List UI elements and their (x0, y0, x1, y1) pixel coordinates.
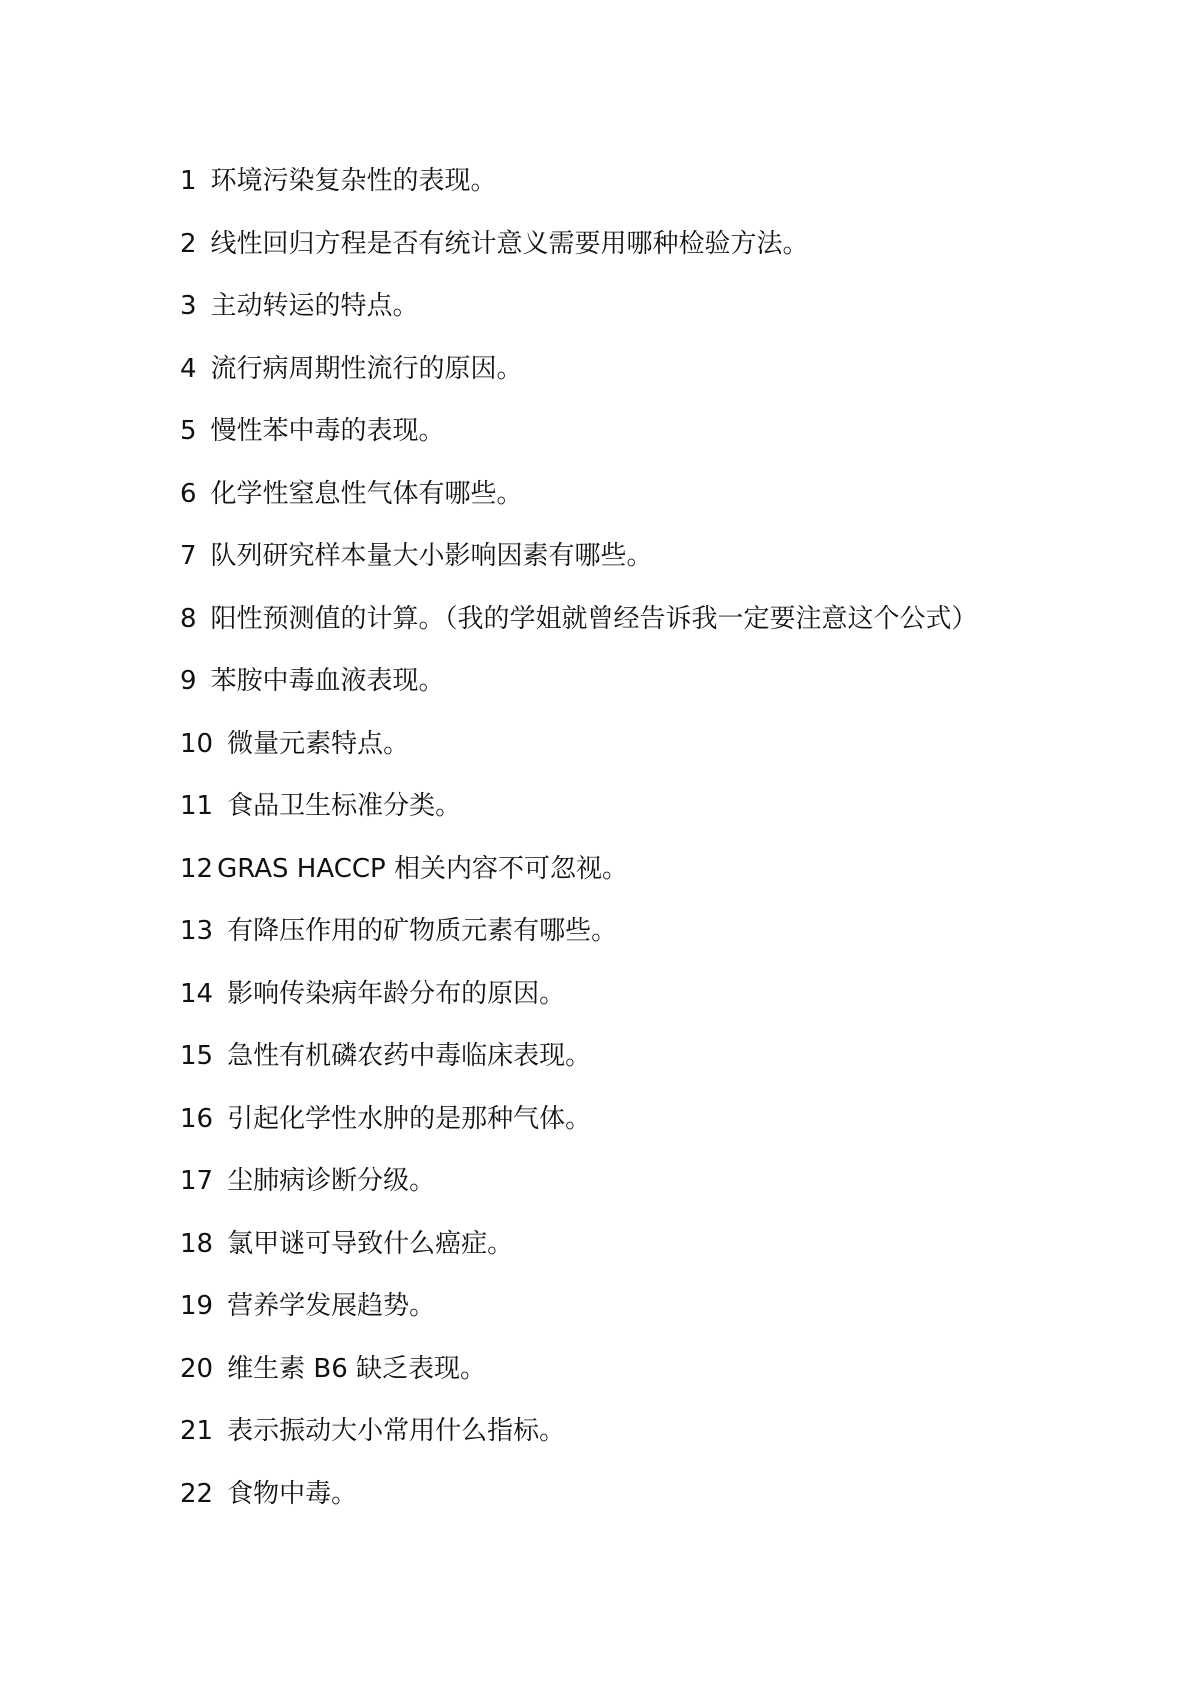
item-number: 2 (180, 228, 197, 259)
list-item (180, 1150, 1080, 1213)
item-number: 17 (180, 1166, 214, 1197)
list-item (180, 900, 1080, 963)
item-text: 慢性苯中毒的表现。 (210, 416, 445, 447)
item-number: 21 (180, 1416, 214, 1447)
list-item (180, 1463, 1080, 1526)
item-number: 10 (180, 728, 214, 759)
item-text: 主动转运的特点。 (210, 291, 419, 322)
list-item (180, 1088, 1080, 1151)
list-item (180, 963, 1080, 1026)
item-number: 20 (180, 1353, 214, 1384)
item-text: 队列研究样本量大小影响因素有哪些。 (210, 541, 653, 572)
item-text: 引起化学性水肿的是那种气体。 (227, 1103, 592, 1134)
item-number: 13 (180, 916, 214, 947)
item-text: 氯甲谜可导致什么癌症。 (227, 1228, 514, 1259)
item-text: 苯胺中毒血液表现。 (210, 666, 445, 697)
item-number: 22 (180, 1478, 214, 1509)
item-number: 16 (180, 1103, 214, 1134)
list-item (180, 338, 1080, 401)
item-text: GRAS HACCP 相关内容不可忽视。 (217, 853, 628, 884)
item-text: 环境污染复杂性的表现。 (210, 166, 497, 197)
list-item (180, 1400, 1080, 1463)
list-item (180, 1338, 1080, 1401)
item-text: 流行病周期性流行的原因。 (210, 353, 523, 384)
list-item (180, 463, 1080, 526)
list-item (180, 525, 1080, 588)
item-number: 18 (180, 1228, 214, 1259)
list-item (180, 713, 1080, 776)
list-item (180, 275, 1080, 338)
item-text: 阳性预测值的计算。（我的学姐就曾经告诉我一定要注意这个公式） (210, 603, 978, 634)
item-number: 1 (180, 166, 197, 197)
item-number: 4 (180, 353, 197, 384)
item-number: 11 (180, 791, 214, 822)
item-text: 食物中毒。 (227, 1478, 358, 1509)
item-number: 14 (180, 978, 214, 1009)
list-item (180, 213, 1080, 276)
item-number: 8 (180, 603, 197, 634)
list-item (180, 775, 1080, 838)
item-text: 表示振动大小常用什么指标。 (227, 1416, 566, 1447)
item-number: 5 (180, 416, 197, 447)
list-item (180, 838, 1080, 901)
list-item (180, 400, 1080, 463)
item-text: 化学性窒息性气体有哪些。 (210, 478, 523, 509)
item-text: 影响传染病年龄分布的原因。 (227, 978, 566, 1009)
item-text: 尘肺病诊断分级。 (227, 1166, 436, 1197)
item-number: 9 (180, 666, 197, 697)
item-text: 食品卫生标准分类。 (227, 791, 462, 822)
item-number: 6 (180, 478, 197, 509)
item-number: 7 (180, 541, 197, 572)
list-item (180, 588, 1080, 651)
item-number: 19 (180, 1291, 214, 1322)
list-item (180, 1025, 1080, 1088)
item-text: 营养学发展趋势。 (227, 1291, 436, 1322)
item-number: 12 (180, 853, 214, 884)
item-text: 维生素 B6 缺乏表现。 (227, 1353, 487, 1384)
list-item (180, 1275, 1080, 1338)
list-item (180, 650, 1080, 713)
item-text: 线性回归方程是否有统计意义需要用哪种检验方法。 (210, 228, 809, 259)
item-text: 急性有机磷农药中毒临床表现。 (227, 1041, 592, 1072)
question-list (180, 150, 1080, 1525)
item-number: 3 (180, 291, 197, 322)
item-text: 微量元素特点。 (227, 728, 410, 759)
list-item (180, 1213, 1080, 1276)
list-item (180, 150, 1080, 213)
item-number: 15 (180, 1041, 214, 1072)
item-text: 有降压作用的矿物质元素有哪些。 (227, 916, 618, 947)
